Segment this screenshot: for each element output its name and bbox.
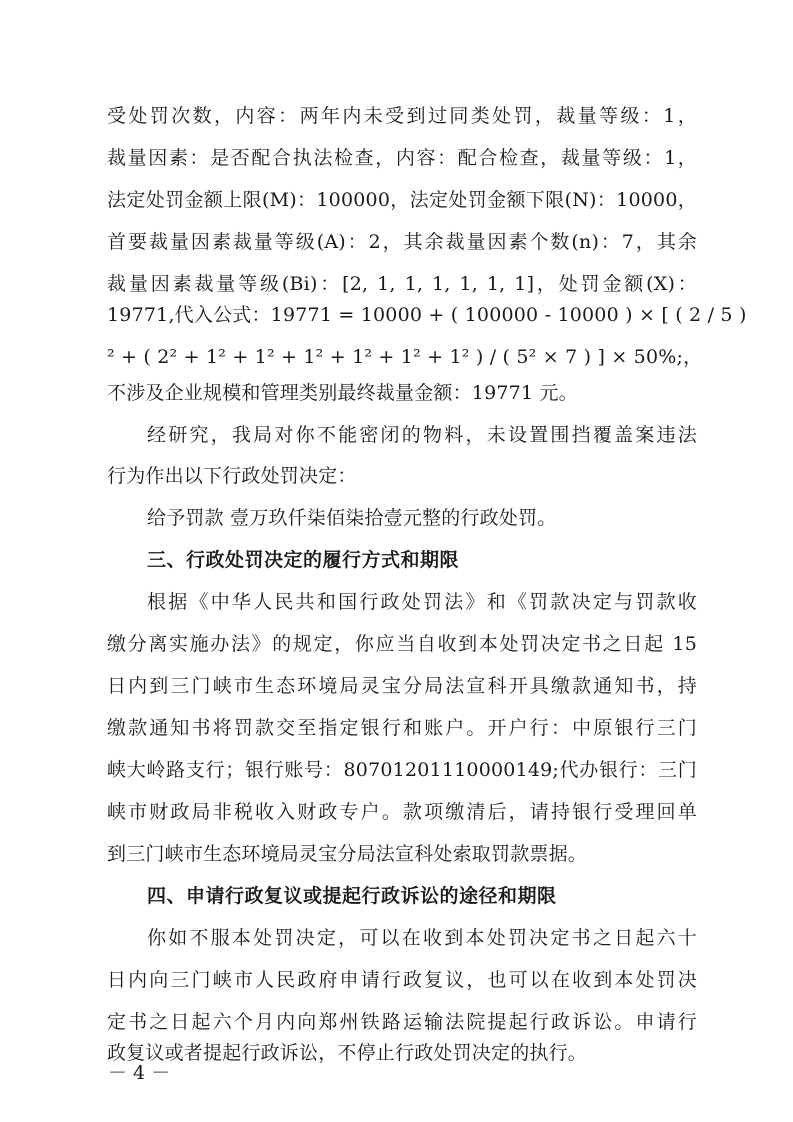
section-heading-4: 四、申请行政复议或提起行政诉讼的途径和期限 (147, 885, 557, 907)
body-text-line: 裁量因素裁量等级(Bi)：[2, 1, 1, 1, 1, 1, 1]，处罚金额(X)： (107, 273, 697, 295)
body-text-line: 峡市财政局非税收入财政专户。款项缴清后，请持银行受理回单 (107, 801, 697, 823)
formula-line: ² + ( 2² + 1² + 1² + 1² + 1² + 1² + 1² ) / ( 5² × 7 ) ] × 50%;， (107, 346, 703, 368)
body-text-line: 定书之日起六个月内向郑州铁路运输法院提起行政诉讼。申请行 (107, 1011, 697, 1033)
body-text-line: 法定处罚金额上限(M)：100000，法定处罚金额下限(N)：10000， (107, 189, 697, 211)
body-text-line: 首要裁量因素裁量等级(A)：2，其余裁量因素个数(n)：7，其余 (107, 231, 697, 253)
paragraph-first-line: 你如不服本处罚决定，可以在收到本处罚决定书之日起六十 (147, 927, 697, 949)
body-text-line: 日内到三门峡市生态环境局灵宝分局法宣科开具缴款通知书，持 (107, 675, 697, 697)
body-text-line: 峡大岭路支行；银行账号：80701201110000149;代办银行：三门 (107, 759, 697, 781)
body-text-line: 裁量因素：是否配合执法检查，内容：配合检查，裁量等级：1， (107, 147, 697, 169)
paragraph-first-line: 根据《中华人民共和国行政处罚法》和《罚款决定与罚款收 (147, 591, 697, 613)
body-text-line: 不涉及企业规模和管理类别最终裁量金额：19771 元。 (107, 382, 578, 404)
formula-line: 19771,代入公式：19771 = 10000 + ( 100000 - 10000 ) × [ ( 2 / 5 ) (107, 304, 747, 326)
body-text-line: 到三门峡市生态环境局灵宝分局法宣科处索取罚款票据。 (107, 843, 588, 865)
paragraph-first-line: 经研究，我局对你不能密闭的物料，未设置围挡覆盖案违法 (147, 424, 697, 446)
section-heading-3: 三、行政处罚决定的履行方式和期限 (147, 549, 460, 571)
body-text-line: 缴分离实施办法》的规定，你应当自收到本处罚决定书之日起 15 (107, 633, 697, 655)
penalty-decision: 给予罚款 壹万玖仟柒佰柒拾壹元整的行政处罚。 (147, 507, 557, 529)
body-text-line: 行为作出以下行政处罚决定： (107, 465, 357, 487)
body-text-line: 政复议或者提起行政诉讼，不停止行政处罚决定的执行。 (107, 1042, 588, 1064)
body-text-line: 日内向三门峡市人民政府申请行政复议，也可以在收到本处罚决 (107, 969, 697, 991)
body-text-line: 受处罚次数，内容：两年内未受到过同类处罚，裁量等级：1， (107, 105, 697, 127)
page-number: － 4 － (108, 1062, 171, 1084)
body-text-line: 缴款通知书将罚款交至指定银行和账户。开户行：中原银行三门 (107, 717, 697, 739)
